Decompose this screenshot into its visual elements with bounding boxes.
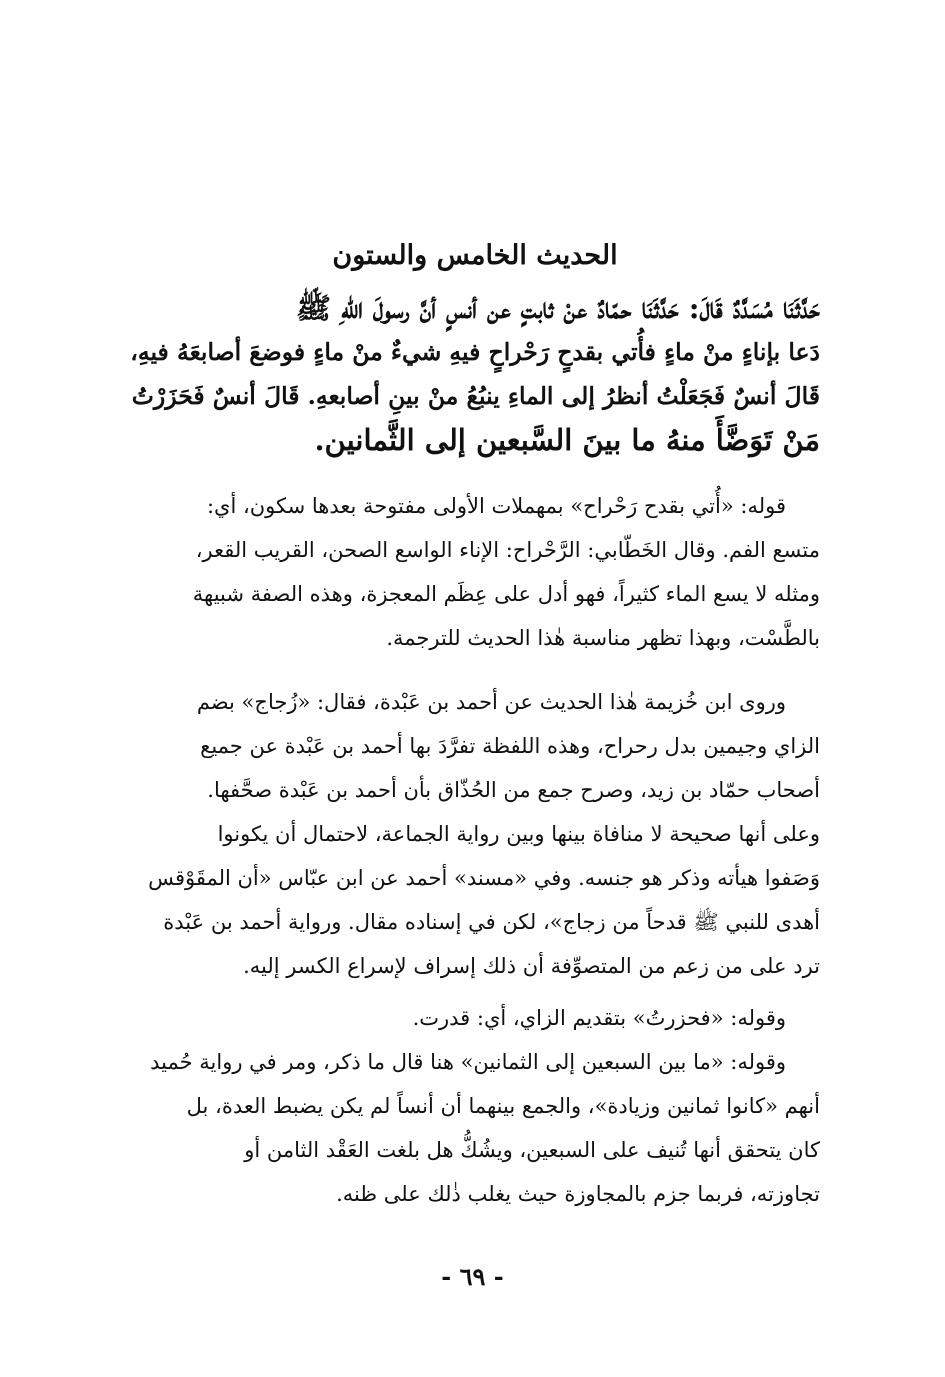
text-line: الزاي وجيمين بدل رحراح، وهذه اللفظة تفرَّدَ بها أحمد بن عَبْدة عن جميع: [200, 734, 820, 758]
text-line: تجاوزته، فربما جزم بالمجاوزة حيث يغلب ذٰلك على ظنه.: [336, 1182, 820, 1206]
hadith-line: مَنْ تَوَضَّأَ منهُ ما بينَ السَّبعين إلى الثَّمانين.: [314, 423, 820, 457]
text-line: وقوله: «فحزرتُ» بتقديم الزاي، أي: قدرت.: [412, 1006, 786, 1030]
text-line: وعلى أنها صحيحة لا منافاة بينها وبين رواية الجماعة، لاحتمال أن يكونوا: [217, 822, 820, 846]
hadith-line: قَالَ أنسٌ فَجَعَلْتُ أنظرُ إلى الماءِ ينبُعُ منْ بينِ أصابعهِ. قَالَ أنسٌ فَحَزَرْتُ: [131, 382, 820, 410]
text-line: قوله: «أُتي بقدح رَحْراح» بمهملات الأولى مفتوحة بعدها سكون، أي:: [206, 494, 786, 518]
page-number: - ٦٩ -: [441, 1262, 504, 1291]
commentary-paragraph-4: [130, 1040, 820, 1216]
text-line: أنهم «كانوا ثمانين وزيادة»، والجمع بينهما أن أنساً لم يكن يضبط العدة، بل: [186, 1094, 820, 1118]
commentary-paragraph-1: [130, 484, 820, 660]
text-line: ترد على من زعم من المتصوِّفة أن ذلك إسراف لإسراع الكسر إليه.: [243, 954, 820, 978]
hadith-text: [130, 286, 820, 462]
chapter-heading: الحديث الخامس والستون: [332, 240, 618, 271]
commentary-paragraph-2: [130, 680, 820, 988]
hadith-line: حَدَّثَنَا مُسَدَّدٌ قَالَ: حَدَّثَنَا حمّادٌ عنْ ثابتٍ عن أنسٍ أنَّ رسولَ اللهِ ﷺ: [296, 291, 820, 325]
text-line: وقوله: «ما بين السبعين إلى الثمانين» هنا قال ما ذكر، ومر في رواية حُميد: [150, 1050, 786, 1074]
text-line: أصحاب حمّاد بن زيد، وصرح جمع من الحُذّاق بأن أحمد بن عَبْدة صحَّفها.: [207, 778, 820, 802]
text-line: ومثله لا يسع الماء كثيراً، فهو أدل على عِظَم المعجزة، وهذه الصفة شبيهة: [192, 582, 820, 606]
hadith-line: دَعا بإناءٍ منْ ماءٍ فأُتي بقدحٍ رَحْراحٍ فيهِ شيءٌ منْ ماءٍ فوضعَ أصابعَهُ فيهِ،: [130, 338, 820, 366]
text-line: أهدى للنبي ﷺ قدحاً من زجاج»، لكن في إسناده مقال. ورواية أحمد بن عَبْدة: [163, 910, 820, 934]
text-line: بالطَّسْت، وبهذا تظهر مناسبة هٰذا الحديث للترجمة.: [386, 626, 820, 650]
text-line: كان يتحقق أنها تُنيف على السبعين، ويشُكُّ هل بلغت العَقْد الثامن أو: [244, 1138, 820, 1162]
text-line: متسع الفم. وقال الخَطّابي: الرَّحْراح: الإناء الواسع الصحن، القريب القعر،: [195, 538, 820, 562]
commentary-paragraph-3: [130, 996, 820, 1040]
text-line: وَصَفوا هيأته وذكر هو جنسه. وفي «مسند» أحمد عن ابن عبّاس «أن المقَوْقس: [148, 866, 820, 890]
book-page: [130, 232, 820, 1216]
text-line: وروى ابن خُزيمة هٰذا الحديث عن أحمد بن عَبْدة، فقال: «زُجاج» بضم: [196, 690, 786, 714]
